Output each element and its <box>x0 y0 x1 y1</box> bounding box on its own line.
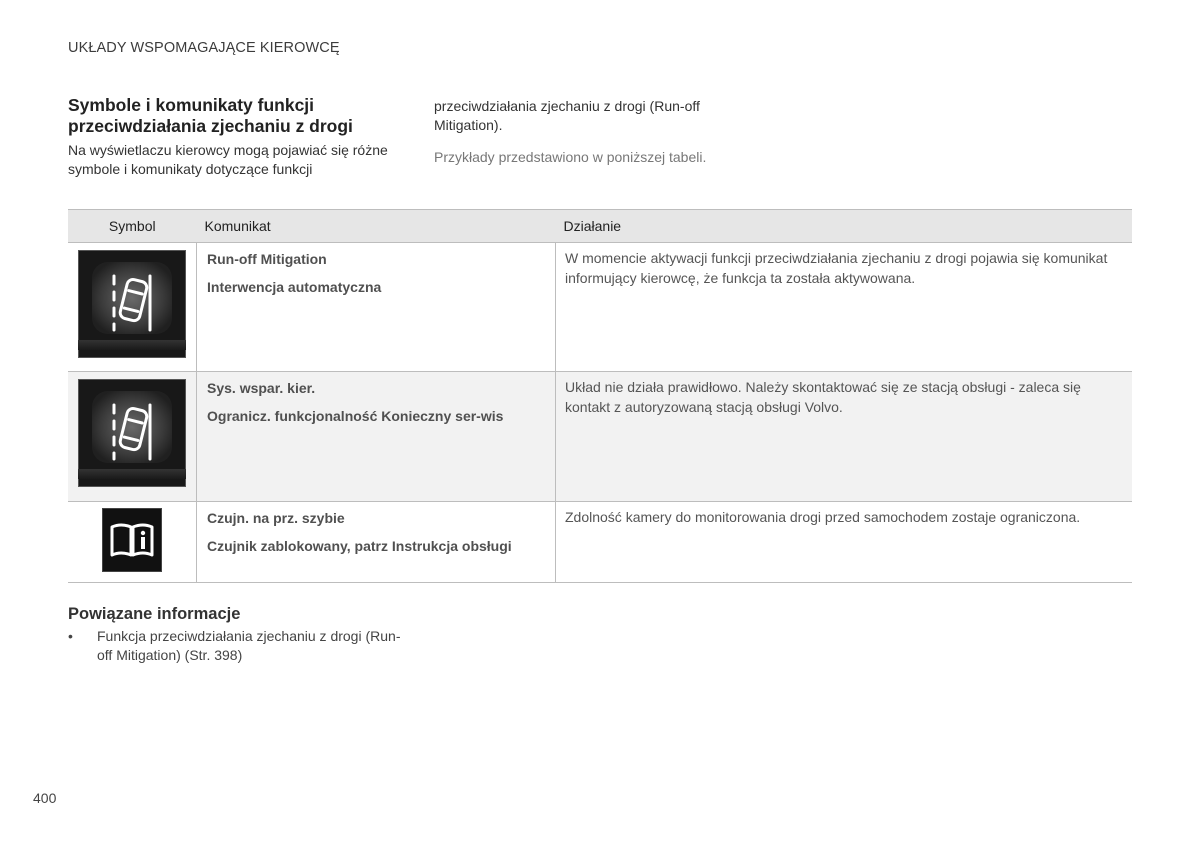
intro-text-right: przeciwdziałania zjechaniu z drogi (Run-off Mitigation). <box>434 98 700 133</box>
action-cell: W momencie aktywacji funkcji przeciwdziałania zjechaniu z drogi pojawia się komunikat informujący kierowcę, że funkcja ta została aktywowana. <box>556 243 1133 372</box>
message-detail: Czujnik zablokowany, patrz Instrukcja obsługi <box>207 538 512 554</box>
related-link[interactable] <box>68 627 408 665</box>
symbols-table <box>68 209 1132 583</box>
symbol-cell <box>68 243 197 372</box>
intro-text-left: Na wyświetlaczu kierowcy mogą pojawiać się różne symbole i komunikaty dotyczące funkcji <box>68 142 388 177</box>
symbol-cell <box>68 502 197 583</box>
message-detail: Interwencja automatyczna <box>207 279 382 295</box>
column-header-symbol: Symbol <box>68 210 197 243</box>
action-cell: Układ nie działa prawidłowo. Należy skontaktować się ze stacją obsługi - zaleca się kontakt z autoryzowaną stacją obsługi Volvo. <box>556 372 1133 502</box>
related-link-text[interactable]: Funkcja przeciwdziałania zjechaniu z drogi (Run-off Mitigation) (Str. 398) <box>97 628 401 663</box>
action-cell: Zdolność kamery do monitorowania drogi przed samochodem zostaje ograniczona. <box>556 502 1133 583</box>
table-row <box>68 372 1132 502</box>
message-cell <box>197 502 556 583</box>
message-title: Czujn. na prz. szybie <box>207 510 345 526</box>
column-header-message: Komunikat <box>197 210 556 243</box>
owners-manual-icon <box>102 508 162 572</box>
run-off-mitigation-icon <box>78 379 186 487</box>
section-header: UKŁADY WSPOMAGAJĄCE KIEROWCĘ <box>68 40 340 56</box>
table-row <box>68 502 1132 583</box>
message-title: Run-off Mitigation <box>207 251 327 267</box>
message-cell <box>197 243 556 372</box>
symbol-cell <box>68 372 197 502</box>
intro-note: Przykłady przedstawiono w poniższej tabeli. <box>434 149 707 165</box>
bullet-icon: • <box>68 628 73 644</box>
run-off-mitigation-icon <box>78 250 186 358</box>
article-title: Symbole i komunikaty funkcji przeciwdziałania zjechaniu z drogi <box>68 95 353 136</box>
message-cell <box>197 372 556 502</box>
page-number: 400 <box>33 790 57 806</box>
related-info-title: Powiązane informacje <box>68 605 241 623</box>
message-title: Sys. wspar. kier. <box>207 380 316 396</box>
column-header-action: Działanie <box>556 210 1133 243</box>
message-detail: Ogranicz. funkcjonalność Konieczny ser-wis <box>207 408 504 424</box>
table-header-row <box>68 210 1132 243</box>
table-row <box>68 243 1132 372</box>
